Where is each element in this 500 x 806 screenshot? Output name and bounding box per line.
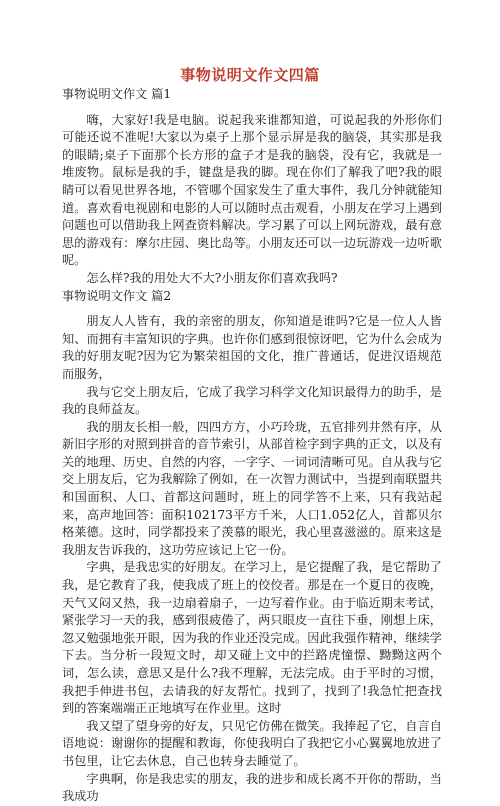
paragraph: 我的朋友长相一般，四四方方，小巧玲珑，五官排列井然有序，从新旧字形的对照到拼音的音节索引，从部首检字到字典的正文，以及有关的地理、历史、自然的内容，一字字、一词词清晰可见。自从我与它交上朋友后，它为我解除了例如，在一次智力测试中，当提到南联盟共和国面积、人口、首都这问题时，班上的同学答不上来，只有我站起来，高声地回答：面积102173平方千米，人口1.052亿人，首都贝尔格莱德。这时，同学都投来了羡慕的眼光，我心里喜滋滋的。原来这是我朋友告诉我的，这功劳应该记上它一份。 — [62, 419, 442, 557]
document-title: 事物说明文作文四篇 — [180, 66, 320, 84]
paragraph: 怎么样?我的用处大不大?小朋友你们喜欢我吗? — [86, 270, 338, 285]
spacer — [62, 104, 442, 112]
paragraph: 我与它交上朋友后，它成了我学习科学文化知识最得力的助手，是我的良师益友。 — [62, 384, 442, 417]
paragraph: 嗨，大家好!我是电脑。说起我来谁都知道，可说起我的外形你们可能还说不准呢!大家以为桌子上那个显示屏是我的脑袋，其实那是我的眼睛;桌子下面那个长方形的盒子才是我的脑袋，没有它，我就是一堆废物。鼠标是我的手，键盘是我的脚。现在你们了解我了吧?我的眼睛可以看见世界各地，不管哪个国家发生了重大事件，我几分钟就能知道。喜欢看电视剧和电影的人可以随时点击观看，小朋友在学习上遇到问题也可以借助我上网查资料解决。学习累了可以上网玩游戏，最有意思的游戏有：摩尔庄园、奥比岛等。小朋友还可以一边玩游戏一边听歌呢。 — [62, 112, 442, 268]
paragraph: 朋友人人皆有，我的亲密的朋友，你知道是谁吗?它是一位人人皆知、而拥有丰富知识的字典。也许你们感到很惊讶吧，它为什么会成为我的好朋友呢?因为它为繁荣祖国的文化，推广普通话，促进汉语规范而服务， — [62, 314, 442, 381]
paragraph: 字典啊，你是我忠实的朋友，我的进步和成长离不开你的帮助，当我成功 — [62, 771, 442, 804]
document-body — [62, 86, 442, 806]
paragraph: 字典，是我忠实的好朋友。在学习上，是它提醒了我，是它帮助了我，是它教育了我，使我成了班上的佼佼者。那是在一个夏日的夜晚，天气又闷又热，我一边扇着扇子，一边写着作业。由于临近期末考试，紧张学习一天的我，感到很疲倦了，两只眼皮一直往下垂，刚想上床，忽又勉强地张开眼，因为我的作业还没完成。因此我强作精神，继续学下去。当分析一段短文时，却又碰上文中的拦路虎憧憬、黝黝这两个词，怎么读，意思又是什么?我不理解，无法完成。由于平时的习惯，我把手伸进书包，去请我的好友帮忙。找到了，找到了!我急忙把查找到的答案端端正正地填写在作业里。这时 — [62, 560, 442, 716]
section-heading-1: 事物说明文作文 篇1 — [62, 87, 172, 101]
spacer — [62, 305, 442, 313]
paragraph: 我又望了望身旁的好友，只见它仿佛在微笑。我捧起了它，自言自语地说：谢谢你的提醒和教诲，你使我明白了我把它小心翼翼地放进了书包里，让它去休息，自己也转身去睡觉了。 — [62, 718, 442, 768]
section-heading-2: 事物说明文作文 篇2 — [62, 288, 172, 303]
